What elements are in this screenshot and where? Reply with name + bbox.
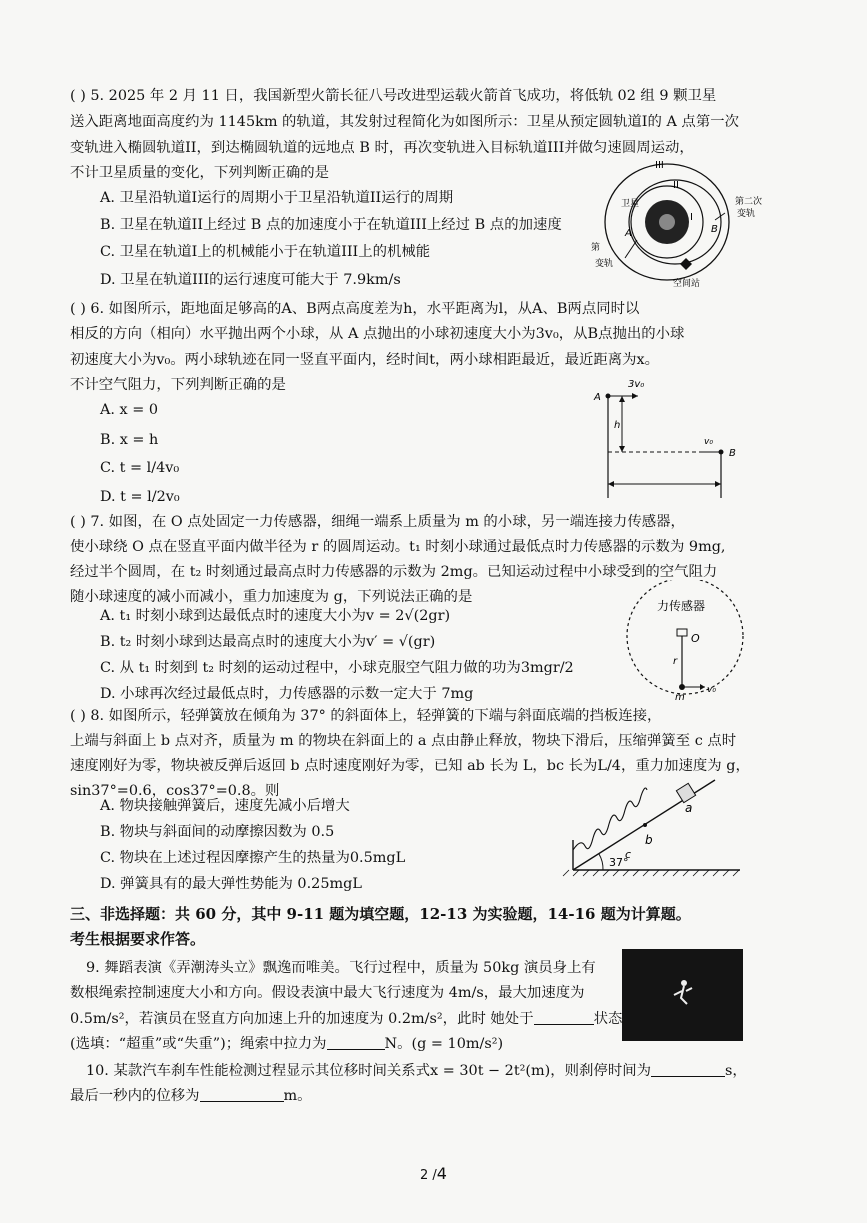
point-b-label: b <box>645 833 653 847</box>
space-station-icon <box>680 258 692 270</box>
velocity-v0-label: v₀ <box>704 437 713 447</box>
space-station-label: 空间站 <box>673 279 701 289</box>
q9-line-4: (选填：“超重”或“失重”)；绳索中拉力为 N。(g = 10m/s²) <box>70 1036 504 1052</box>
second-transfer-label-1: 第二次 <box>735 197 763 207</box>
q8-line-3: 速度刚好为零，物块被反弹后返回 b 点时速度刚好为零，已知 ab 长为 L，bc 长为L/4，重力加速度为 g， <box>70 758 750 774</box>
q5-line-1: ( ) 5. 2025 年 2 月 11 日，我国新型火箭长征八号改进型运载火箭首飞成功，将低轨 02 组 9 颗卫星 <box>70 88 717 104</box>
first-transfer-label-1: 第 <box>591 243 601 253</box>
q5-line-4: 不计卫星质量的变化，下列判断正确的是 <box>70 165 330 181</box>
q7-line-4: 随小球速度的减小而减小，重力加速度为 g，下列说法正确的是 <box>70 589 473 605</box>
incline-spring-diagram <box>545 770 745 880</box>
q9-line-2: 数根绳索控制速度大小和方向。假设表演中最大飞行速度为 4m/s，最大加速度为 <box>70 985 585 1001</box>
angle-37-label: 37° <box>609 856 629 869</box>
q10-line-2: 最后一秒内的位移为 m。 <box>70 1088 312 1104</box>
projectile-diagram <box>588 372 758 504</box>
orbit-i-label: I <box>690 212 693 223</box>
q7-option-a: A. t₁ 时刻小球到达最低点时的速度大小为v = 2√(2gr) <box>100 608 451 624</box>
force-sensor-icon <box>677 629 687 636</box>
q5-line-2: 送入距离地面高度约为 1145km 的轨道，其发射过程简化为如图所示：卫星从预定圆轨道I的 A 点第一次 <box>70 114 739 130</box>
q9-line-3: 0.5m/s²，若演员在竖直方向加速上升的加速度为 0.2m/s²，此时 她处于 状态 <box>70 1011 623 1027</box>
q10-blank-last-second[interactable] <box>200 1087 284 1102</box>
spring-icon <box>573 788 647 850</box>
point-b-label: B <box>711 224 718 235</box>
q6-option-a: A. x = 0 <box>100 402 159 418</box>
dancer-photo <box>622 949 743 1041</box>
point-a-label: A <box>594 392 601 403</box>
orbit-diagram <box>585 158 770 290</box>
force-sensor-label: 力传感器 <box>657 599 706 613</box>
q5-option-c: C. 卫星在轨道I上的机械能小于在轨道III上的机械能 <box>100 244 431 260</box>
q9-blank-state[interactable] <box>534 1010 594 1025</box>
height-h-label: h <box>614 420 621 431</box>
q10-line-1: 10. 某款汽车刹车性能检测过程显示其位移时间关系式x = 30t − 2t²(m)，则刹停时间为 s， <box>86 1063 747 1079</box>
orbit-ii-label: II <box>673 180 679 191</box>
point-a-label: A <box>625 228 632 239</box>
dancer-figure-icon <box>622 949 743 1041</box>
q6-option-d: D. t = l/2v₀ <box>100 489 180 505</box>
velocity-3v0-label: 3v₀ <box>628 379 645 390</box>
section-3-instruction: 考生根据要求作答。 <box>70 930 206 948</box>
q5-option-d: D. 卫星在轨道III的运行速度可能大于 7.9km/s <box>100 272 401 288</box>
velocity-v0-label: v₀ <box>707 685 716 695</box>
point-c-label: c <box>625 848 632 861</box>
q8-option-b: B. 物块与斜面间的动摩擦因数为 0.5 <box>100 824 335 840</box>
satellite-label: 卫星 <box>621 199 640 209</box>
q7-option-b: B. t₂ 时刻小球到达最高点时的速度大小为v′ = √(gr) <box>100 634 436 650</box>
q9-blank-tension[interactable] <box>327 1035 385 1050</box>
q6-line-4: 不计空气阻力，下列判断正确的是 <box>70 377 286 393</box>
q7-line-2: 使小球绕 O 点在竖直平面内做半径为 r 的圆周运动。t₁ 时刻小球通过最低点时力传感器的示数为 9mg, <box>70 539 726 555</box>
q6-line-1: ( ) 6. 如图所示，距地面足够高的A、B两点高度差为h，水平距离为l，从A、B两点同时以 <box>70 301 640 317</box>
q6-option-c: C. t = l/4v₀ <box>100 460 180 476</box>
q7-option-c: C. 从 t₁ 时刻到 t₂ 时刻的运动过程中，小球克服空气阻力做的功为3mgr/2 <box>100 660 574 676</box>
q6-line-3: 初速度大小为v₀。两小球轨迹在同一竖直平面内，经时间t，两小球相距最近，最近距离为x。 <box>70 352 660 368</box>
q8-option-c: C. 物块在上述过程因摩擦产生的热量为0.5mgL <box>100 850 406 866</box>
q5-line-3: 变轨进入椭圆轨道II，到达椭圆轨道的远地点 B 时，再次变轨进入目标轨道III并做匀速圆周运动， <box>70 140 694 156</box>
q8-line-1: ( ) 8. 如图所示，轻弹簧放在倾角为 37° 的斜面体上，轻弹簧的下端与斜面底端的挡板连接， <box>70 708 662 724</box>
section-3-heading: 三、非选择题：共 60 分，其中 9-11 题为填空题，12-13 为实验题，14-16 题为计算题。 <box>70 905 691 923</box>
q7-line-3: 经过半个圆周，在 t₂ 时刻通过最高点时力传感器的示数为 2mg。已知运动过程中小球受到的空气阻力 <box>70 564 718 580</box>
q6-line-2: 相反的方向（相向）水平抛出两个小球，从 A 点抛出的小球初速度大小为3v₀，从B点抛出的小球 <box>70 326 685 342</box>
q8-line-2: 上端与斜面上 b 点对齐，质量为 m 的物块在斜面上的 a 点由静止释放，物块下滑后，压缩弹簧至 c 点时 <box>70 733 737 749</box>
ball-icon <box>679 684 685 690</box>
second-transfer-label-2: 变轨 <box>737 209 756 219</box>
q8-option-a: A. 物块接触弹簧后，速度先减小后增大 <box>100 798 350 814</box>
point-b-label: B <box>729 448 736 459</box>
q8-line-4: sin37°=0.6，cos37°=0.8。则 <box>70 783 280 799</box>
q6-option-b: B. x = h <box>100 432 159 448</box>
point-o-label: O <box>691 632 700 645</box>
q5-option-a: A. 卫星沿轨道I运行的周期小于卫星沿轨道II运行的周期 <box>100 190 454 206</box>
q9-line-1: 9. 舞蹈表演《弄潮涛头立》飘逸而唯美。飞行过程中，质量为 50kg 演员身上有 <box>86 960 596 976</box>
page-number: 2 /4 <box>420 1164 447 1183</box>
q10-blank-stop-time[interactable] <box>651 1062 725 1077</box>
circular-motion-diagram <box>615 580 765 700</box>
q5-option-b: B. 卫星在轨道II上经过 B 点的加速度小于在轨道III上经过 B 点的加速度 <box>100 217 562 233</box>
q7-line-1: ( ) 7. 如图，在 O 点处固定一力传感器，细绳一端系上质量为 m 的小球，另一端连接力传感器， <box>70 514 685 530</box>
block-icon <box>676 783 695 802</box>
first-transfer-label-2: 变轨 <box>595 259 614 269</box>
point-a-label: a <box>685 801 693 815</box>
q7-option-d: D. 小球再次经过最低点时，力传感器的示数一定大于 7mg <box>100 686 474 702</box>
q8-option-d: D. 弹簧具有的最大弹性势能为 0.25mgL <box>100 876 362 892</box>
mass-m-label: m <box>675 692 685 700</box>
radius-r-label: r <box>673 656 678 667</box>
orbit-iii-label: III <box>655 160 664 171</box>
